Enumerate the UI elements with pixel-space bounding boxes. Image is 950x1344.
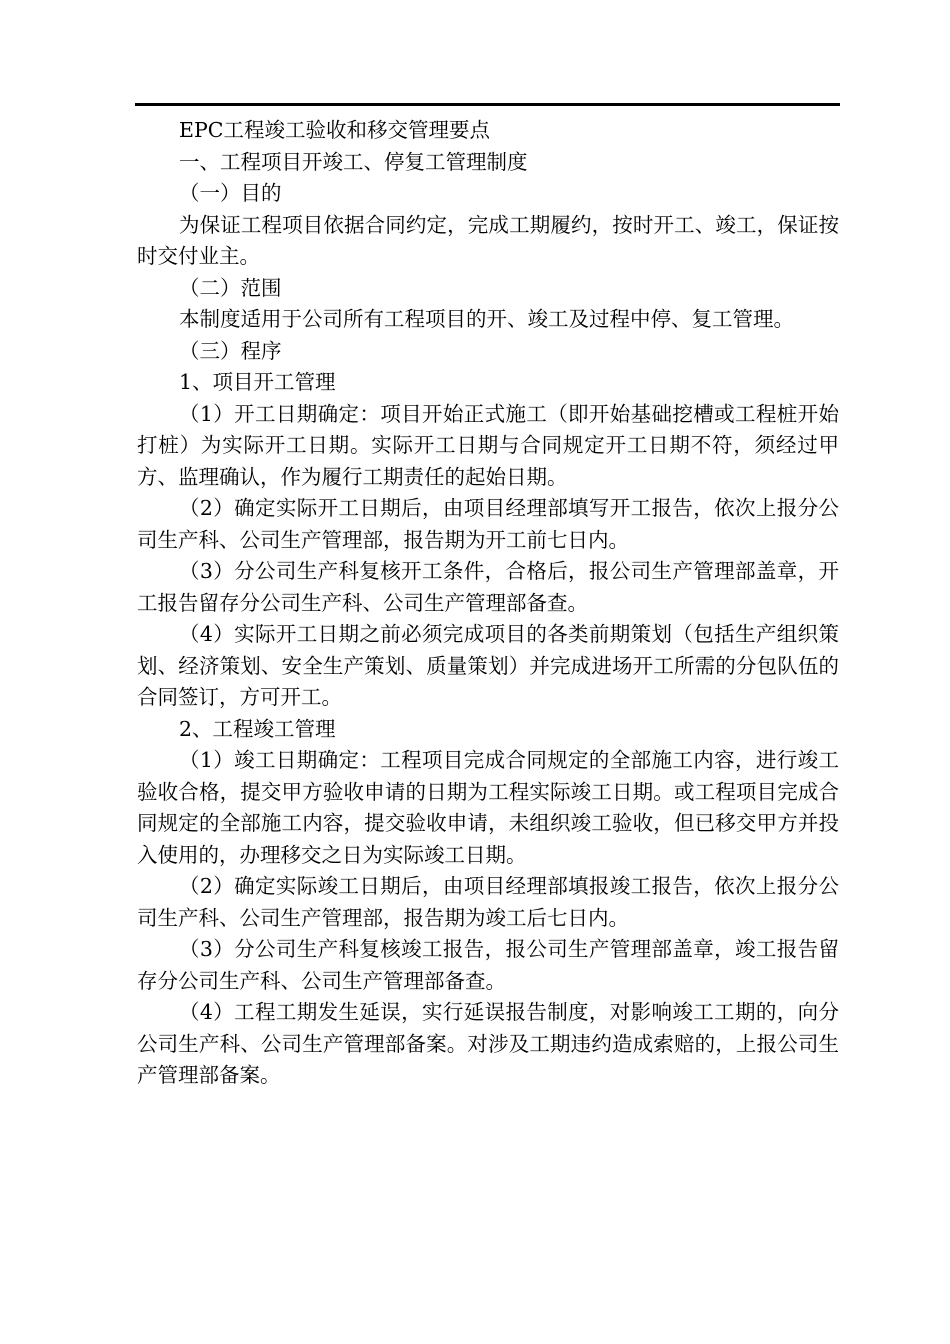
paragraph: （3）分公司生产科复核开工条件，合格后，报公司生产管理部盖章，开工报告留存分公司生产科、公司生产管理部备查。 bbox=[137, 559, 839, 615]
paragraph: （2）确定实际竣工日期后，由项目经理部填报竣工报告，依次上报分公司生产科、公司生产管理部，报告期为竣工后七日内。 bbox=[137, 874, 839, 930]
paragraph: （4）工程工期发生延误，实行延误报告制度，对影响竣工工期的，向分公司生产科、公司生产管理部备案。对涉及工期违约造成索赔的，上报公司生产管理部备案。 bbox=[137, 1000, 839, 1087]
document-body bbox=[137, 115, 839, 1092]
paragraph: （1）竣工日期确定：工程项目完成合同规定的全部施工内容，进行竣工验收合格，提交甲方验收申请的日期为工程实际竣工日期。或工程项目完成合同规定的全部施工内容，提交验收申请，未组织竣工验收，但已移交甲方并投入使用的，办理移交之日为实际竣工日期。 bbox=[137, 748, 839, 867]
header-rule bbox=[135, 103, 840, 106]
subsection-heading: （二）范围 bbox=[179, 275, 282, 300]
paragraph: （1）开工日期确定：项目开始正式施工（即开始基础挖槽或工程桩开始打桩）为实际开工日期。实际开工日期与合同规定开工日期不符，须经过甲方、监理确认，作为履行工期责任的起始日期。 bbox=[137, 401, 839, 489]
paragraph: （2）确定实际开工日期后，由项目经理部填写开工报告，依次上报分公司生产科、公司生产管理部，报告期为开工前七日内。 bbox=[137, 496, 839, 552]
item-heading: 1、项目开工管理 bbox=[179, 370, 336, 394]
paragraph: （4）实际开工日期之前必须完成项目的各类前期策划（包括生产组织策划、经济策划、安全生产策划、质量策划）并完成进场开工所需的分包队伍的合同签订，方可开工。 bbox=[137, 622, 839, 709]
paragraph: （3）分公司生产科复核竣工报告，报公司生产管理部盖章，竣工报告留存分公司生产科、公司生产管理部备查。 bbox=[137, 937, 839, 993]
document-title: EPC工程竣工验收和移交管理要点 bbox=[179, 118, 490, 142]
section-heading: 一、工程项目开竣工、停复工管理制度 bbox=[179, 149, 528, 174]
paragraph: 本制度适用于公司所有工程项目的开、竣工及过程中停、复工管理。 bbox=[179, 307, 794, 331]
subsection-heading: （一）目的 bbox=[179, 181, 282, 205]
subsection-heading: （三）程序 bbox=[179, 338, 282, 363]
item-heading: 2、工程竣工管理 bbox=[179, 716, 336, 741]
paragraph: 为保证工程项目依据合同约定，完成工期履约，按时开工、竣工，保证按时交付业主。 bbox=[137, 212, 839, 268]
